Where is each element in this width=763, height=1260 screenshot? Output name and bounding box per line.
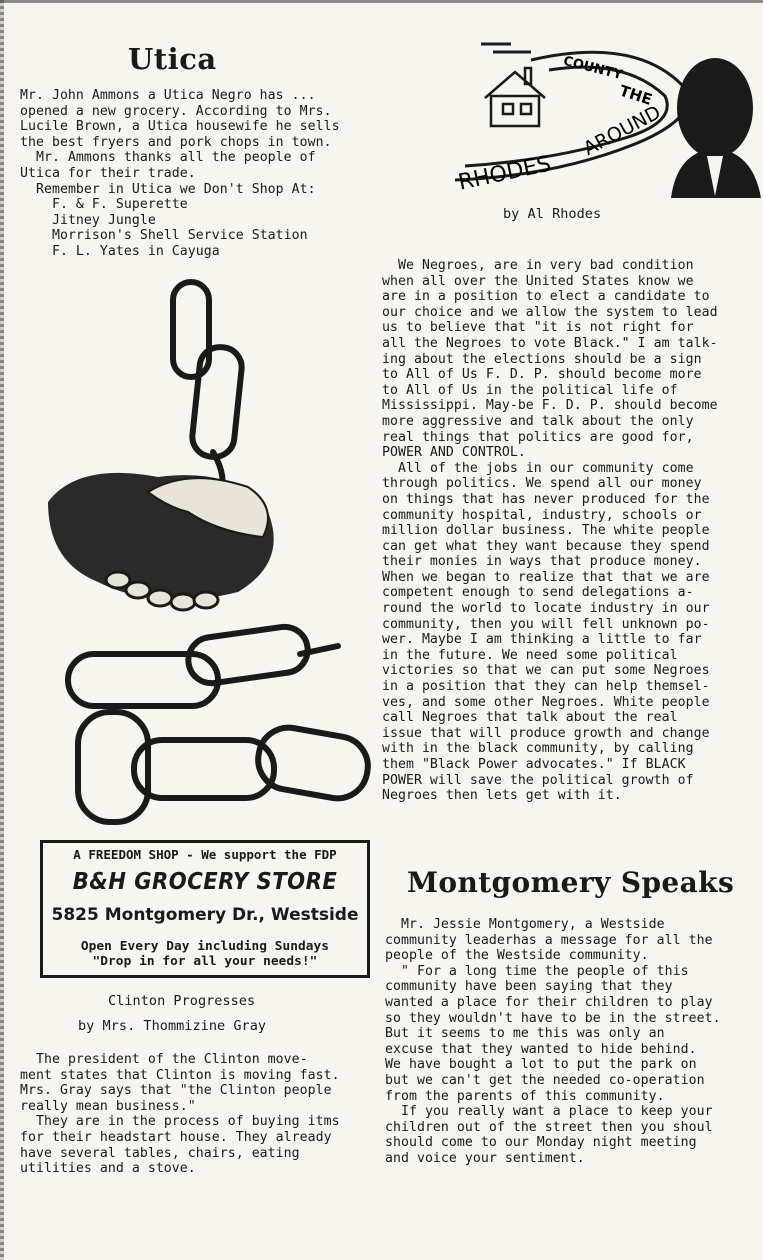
chain-link-top-1 — [173, 282, 209, 377]
logo-the-text: THE — [617, 81, 655, 109]
clinton-headline: Clinton Progresses — [108, 993, 256, 1009]
broken-chains-and-hand-icon — [38, 262, 390, 842]
portrait-icon — [671, 58, 761, 198]
rhodes-around-the-county-logo — [445, 30, 763, 198]
logo-rhodes-text: RHODES — [456, 151, 554, 196]
house-icon — [485, 68, 545, 126]
ad-hours: Open Every Day including Sundays "Drop in for all your needs!" — [80, 939, 330, 969]
rhodes-article-body: We Negroes, are in very bad condition when all over the United States know we are in a position to elect a candidate to our choice and we allow the system to lead us to believe that "it is not right for all the Negroes to vote Black." I am talk- ing about the elections should be a sign to All of Us F. D. P. should become more to All of Us in the political life of Mississippi. May-be F. D. P. should become more aggressive and talk about the only real things that politics are good for, POWER AND CONTROL. All of the jobs in our community come through politics. We spend all our money on things that has never produced for the community hospital, industry, schools or million dollar business. The white people can get what they want because they spend their monies in ways that produce money. When we began to realize that that we are competent enough to send delegations a- round the world to locate industry in our community, then you will fell unknown po- wer. Maybe I am thinking a little to far in the future. We need some political victories so that we can put some Negroes in a position that they can help themsel- ves, and some other Negroes. White people call Negroes that talk about the real issue that will produce growth and change with in the black community, by calling them "Black Power advocates." If BLACK POWER will save the political growth of Negroes then lets get with it. — [382, 258, 718, 804]
utica-headline: Utica — [128, 42, 217, 76]
page-edge-top — [0, 0, 763, 3]
chain-link-bottom-3 — [78, 712, 148, 822]
clinton-article-body: The president of the Clinton move- ment states that Clinton is moving fast. Mrs. Gray says that "the Clinton people really mean business." They are in the process of buying itms for their headstart house. They already have several tables, chairs, eating utilities and a stove. — [20, 1052, 340, 1177]
page-edge-left — [0, 0, 4, 1260]
logo-around-text: AROUND — [579, 101, 665, 161]
ad-store-name: B&H GROCERY STORE — [72, 869, 338, 895]
chain-link-bottom-4 — [134, 740, 274, 798]
utica-article-body: Mr. John Ammons a Utica Negro has ... opened a new grocery. According to Mrs. Lucile Brown, a Utica housewife he sells the best fryers and pork chops in town. Mr. Ammons thanks all the people of Utica for their trade. Remember in Utica we Don't Shop At: F. & F. Superette Jitney Jungle Morrison's Shell Service Station F. L. Yates in Cayuga — [20, 88, 340, 259]
montgomery-article-body: Mr. Jessie Montgomery, a Westside community leaderhas a message for all the people of the Westside community. " For a long time the people of this community have been saying that they wanted a place for their children to play so they wouldn't have to be in the street. But it seems to me this was only an excuse that they wanted to hide behind. We have bought a lot to put the park on but we can't get the needed co-operation from the parents of this community. If you really want a place to keep your children out of the street then you shoul should come to our Monday night meeting and voice your sentiment. — [385, 917, 721, 1166]
rhodes-byline: by Al Rhodes — [503, 206, 602, 222]
logo-county-text: COUNTY — [561, 53, 624, 84]
ad-header: A FREEDOM SHOP - We support the FDP — [73, 847, 337, 862]
ad-address: 5825 Montgomery Dr., Westside — [51, 905, 359, 925]
montgomery-headline: Montgomery Speaks — [407, 866, 735, 899]
grocery-ad — [40, 840, 370, 978]
clinton-byline: by Mrs. Thommizine Gray — [78, 1018, 267, 1034]
chain-link-top-2 — [190, 345, 243, 459]
